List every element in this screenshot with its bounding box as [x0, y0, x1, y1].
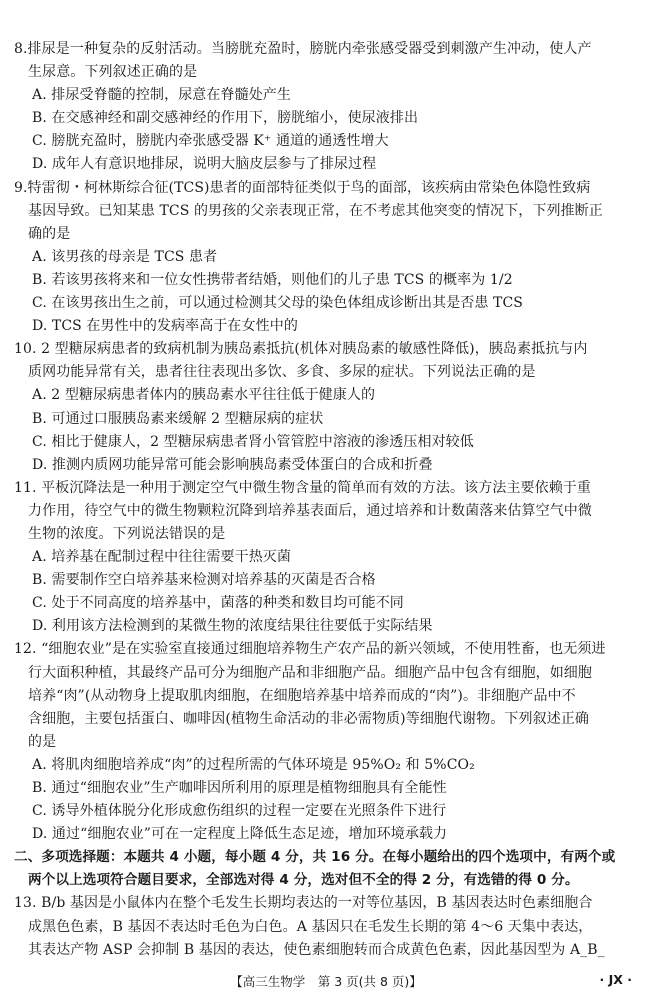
option-line: A. 排尿受脊髓的控制，尿意在脊髓处产生 — [32, 87, 292, 104]
question-line: 行大面积种植，其最终产品可分为细胞产品和非细胞产品。细胞产品中包含有细胞，如细胞 — [28, 664, 592, 681]
option-line: A. 将肌肉细胞培养成“肉”的过程所需的气体环境是 95%O₂ 和 5%CO₂ — [32, 756, 475, 773]
question-line: 力作用，待空气中的微生物颗粒沉降到培养基表面后，通过培养和计数菌落来估算空气中微 — [28, 502, 592, 519]
question-line: 的是 — [28, 733, 57, 750]
option-line: C. 在该男孩出生之前，可以通过检测其父母的染色体组成诊断出其是否患 TCS — [32, 295, 524, 312]
option-line: C. 相比于健康人，2 型糖尿病患者肾小管管腔中溶液的渗透压相对较低 — [32, 433, 474, 450]
option-line: B. 可通过口服胰岛素来缓解 2 型糖尿病的症状 — [32, 410, 324, 427]
question-line: 8.排尿是一种复杂的反射活动。当膀胱充盈时，膀胱内牵张感受器受到刺激产生冲动，使人产 — [14, 41, 592, 57]
option-line: D. 利用该方法检测到的某微生物的浓度结果往往要低于实际结果 — [32, 618, 433, 635]
question-line: 11. 平板沉降法是一种用于测定空气中微生物含量的简单而有效的方法。该方法主要依赖于重 — [14, 479, 592, 496]
question-line: 其表达产物 ASP 会抑制 B 基因的表达，使色素细胞转而合成黄色色素，因此基因型为 A_B_ — [28, 941, 605, 958]
question-line: 成黑色色素，B 基因不表达时毛色为白色。A 基因只在毛发生长期的第 4～6 天集中表达， — [28, 918, 593, 935]
option-line: D. 通过“细胞农业”可在一定程度上降低生态足迹，增加环境承载力 — [32, 826, 448, 843]
option-line: D. 推测内质网功能异常可能会影响胰岛素受体蛋白的合成和折叠 — [32, 456, 433, 473]
question-line: 10. 2 型糖尿病患者的致病机制为胰岛素抵抗(机体对胰岛素的敏感性降低)，胰岛素抵抗与内 — [14, 341, 588, 358]
question-line: 9.特雷彻・柯林斯综合征(TCS)患者的面部特征类似于鸟的面部，该疾病由常染色体隐性致病 — [14, 179, 591, 196]
question-line: 生尿意。下列叙述正确的是 — [28, 64, 198, 81]
option-line: C. 膀胱充盈时，膀胱内牵张感受器 K⁺ 通道的通透性增大 — [32, 133, 389, 150]
region-code: · JX · — [599, 972, 632, 987]
page-number-label: 【高三生物学 第 3 页(共 8 页)】 — [230, 974, 422, 989]
option-line: C. 处于不同高度的培养基中，菌落的种类和数目均可能不同 — [32, 595, 404, 612]
option-line: C. 诱导外植体脱分化形成愈伤组织的过程一定要在光照条件下进行 — [32, 803, 447, 820]
question-line: 培养“肉”(从动物身上提取肌肉细胞，在细胞培养基中培养而成的“肉”)。非细胞产品中不 — [28, 687, 576, 704]
question-line: 含细胞，主要包括蛋白、咖啡因(植物生命活动的非必需物质)等细胞代谢物。下列叙述正确 — [28, 710, 590, 727]
page-footer — [0, 972, 652, 994]
section-heading-line: 两个以上选项符合题目要求，全部选对得 4 分，选对但不全的得 2 分，有选错的得 0 分。 — [28, 872, 579, 889]
question-line: 生物的浓度。下列说法错误的是 — [28, 525, 226, 542]
option-line: B. 需要制作空白培养基来检测对培养基的灭菌是否合格 — [32, 572, 376, 589]
question-line: 12. “细胞农业”是在实验室直接通过细胞培养物生产农产品的新兴领域，不使用牲畜，也无须进 — [14, 641, 606, 658]
question-line: 基因导致。已知某患 TCS 的男孩的父亲表现正常，在不考虑其他突变的情况下，下列推断正 — [28, 202, 603, 219]
option-line: B. 若该男孩将来和一位女性携带者结婚，则他们的儿子患 TCS 的概率为 1/2 — [32, 271, 513, 288]
option-line: B. 通过“细胞农业”生产咖啡因所利用的原理是植物细胞具有全能性 — [32, 780, 447, 796]
option-line: A. 培养基在配制过程中往往需要干热灭菌 — [32, 549, 292, 566]
option-line: D. 成年人有意识地排尿，说明大脑皮层参与了排尿过程 — [32, 156, 377, 173]
question-line: 13. B/b 基因是小鼠体内在整个毛发生长期均表达的一对等位基因，B 基因表达时色素细胞合 — [14, 895, 593, 912]
question-line: 确的是 — [28, 225, 71, 242]
option-line: A. 该男孩的母亲是 TCS 患者 — [32, 248, 218, 265]
section-heading-line: 二、多项选择题：本题共 4 小题，每小题 4 分，共 16 分。在每小题给出的四个选项中，有两个或 — [14, 849, 616, 866]
option-line: D. TCS 在男性中的发病率高于在女性中的 — [32, 318, 298, 335]
option-line: B. 在交感神经和副交感神经的作用下，膀胱缩小，使尿液排出 — [32, 110, 419, 127]
question-line: 质网功能异常有关，患者往往表现出多饮、多食、多尿的症状。下列说法正确的是 — [28, 364, 536, 381]
question-body — [14, 38, 638, 962]
option-line: A. 2 型糖尿病患者体内的胰岛素水平往往低于健康人的 — [32, 387, 376, 404]
